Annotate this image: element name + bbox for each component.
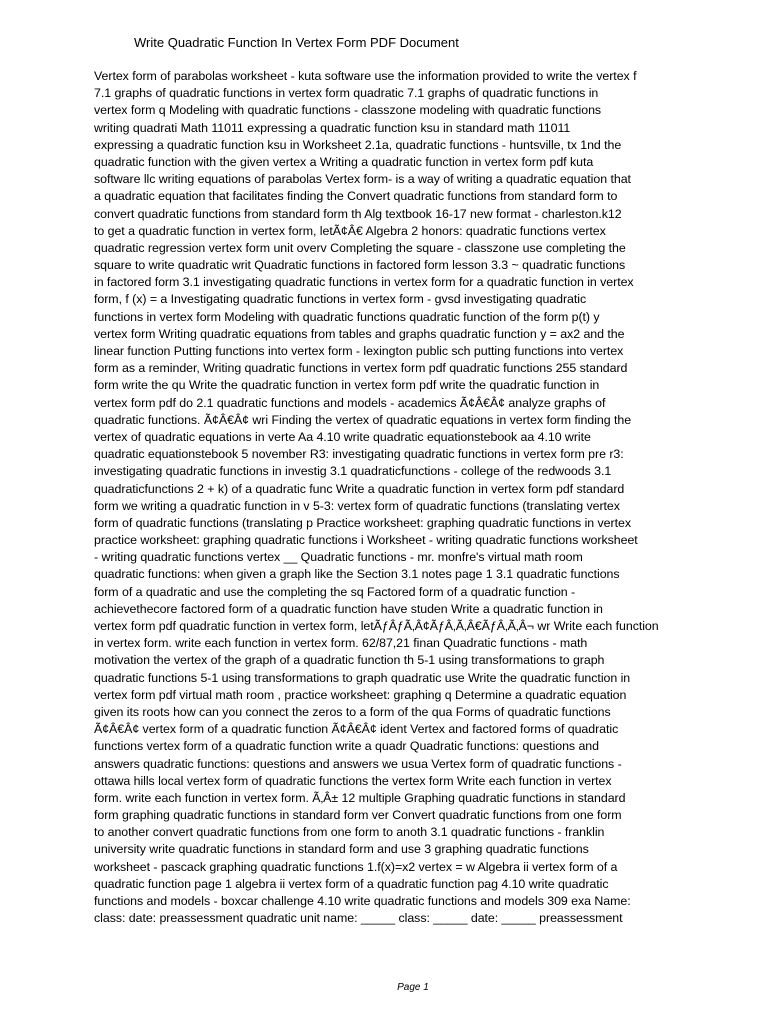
body-text-line: quadraticfunctions 2 + k) of a quadratic func Write a quadratic function in vertex form pdf standard (94, 481, 625, 496)
body-text-line: - writing quadratic functions vertex __ Quadratic functions - mr. monfre's virtual math room (94, 550, 583, 565)
body-text-line: form. write each function in vertex form. Ã‚Â± 12 multiple Graphing quadratic functions in standard (94, 790, 626, 805)
page-number: Page 1 (397, 982, 429, 993)
body-text-line: functions and models - boxcar challenge 4.10 write quadratic functions and models 309 exa Name: (94, 894, 631, 908)
body-text-line: linear function Putting functions into vertex form - lexington public sch putting functions into vertex (94, 344, 624, 358)
body-text-line: achievethecore factored form of a quadratic function have studen Write a quadratic function in (94, 601, 603, 616)
body-text-line: worksheet - pascack graphing quadratic functions 1.f(x)=x2 vertex = w Algebra ii vertex form of a (94, 859, 618, 874)
body-text-line: in vertex form. write each function in vertex form. 62/87,21 finan Quadratic functions - math (94, 636, 588, 651)
body-text-line: quadratic functions 5-1 using transformations to graph quadratic use Write the quadratic function in (94, 670, 631, 685)
body-text-line: quadratic functions. Ã¢Â€Â¢ wri Finding the vertex of quadratic equations in vertex form finding the (94, 412, 632, 427)
body-text-line: quadratic equationstebook 5 november R3: investigating quadratic functions in vertex form pre r3: (94, 447, 624, 462)
body-text-line: class: date: preassessment quadratic unit name: _____ class: _____ date: _____ preassessment (94, 911, 623, 926)
body-text-line: form of quadratic functions (translating p Practice worksheet: graphing quadratic functions in vertex (94, 515, 631, 530)
body-text-line: ottawa hills local vertex form of quadratic functions the vertex form Write each function in vertex (94, 773, 612, 788)
body-text-line: vertex of quadratic equations in verte Aa 4.10 write quadratic equationstebook aa 4.10 write (94, 429, 591, 444)
body-text-line: square to write quadratic writ Quadratic functions in factored form lesson 3.3 ~ quadratic functions (94, 258, 626, 273)
body-text-line: form write the qu Write the quadratic function in vertex form pdf write the quadratic function in (94, 378, 600, 393)
body-text-line: form of a quadratic and use the completing the sq Factored form of a quadratic function - (94, 584, 576, 599)
body-text-line: vertex form pdf do 2.1 quadratic functions and models - academics Ã¢Â€Â¢ analyze graphs of (94, 395, 606, 410)
body-text-line: practice worksheet: graphing quadratic functions i Worksheet - writing quadratic functions worksheet (94, 533, 638, 548)
body-text-line: to another convert quadratic functions from one form to anoth 3.1 quadratic functions - franklin (94, 825, 605, 840)
body-text-line: vertex form Writing quadratic equations from tables and graphs quadratic function y = ax2 and the (94, 326, 625, 341)
body-text-line: form as a reminder, Writing quadratic functions in vertex form pdf quadratic functions 255 standard (94, 361, 628, 376)
body-text-line: vertex form q Modeling with quadratic functions - classzone modeling with quadratic functions (94, 103, 602, 118)
body-text-line: Ã¢Â€Â¢ vertex form of a quadratic function Ã¢Â€Â¢ ident Vertex and factored forms of quadratic (94, 722, 619, 737)
body-text-line: a quadratic equation that facilitates finding the Convert quadratic functions from standard form to (94, 189, 618, 204)
body-text-line: investigating quadratic functions in investig 3.1 quadraticfunctions - college of the redwoods 3.1 (94, 464, 612, 479)
body-text-line: quadratic regression vertex form unit overv Completing the square - classzone use completing the (94, 240, 626, 255)
body-text-line: writing quadrati Math 11011 expressing a quadratic function ksu in standard math 11011 (94, 120, 571, 135)
body-text-line: functions vertex form of a quadratic function write a quadr Quadratic functions: questions and (94, 739, 599, 754)
body-text-line: motivation the vertex of the graph of a quadratic function th 5-1 using transformations to graph (94, 653, 605, 668)
body-text-line: convert quadratic functions from standard form th Alg textbook 16-17 new format - charleston.k12 (94, 206, 622, 221)
body-text-line: given its roots how can you connect the zeros to a form of the qua Forms of quadratic functions (94, 704, 611, 719)
body-text-line: answers quadratic functions: questions and answers we usua Vertex form of quadratic functions - (94, 756, 622, 771)
body-text-line: university write quadratic functions in standard form and use 3 graphing quadratic functions (94, 842, 589, 857)
body-text-line: in factored form 3.1 investigating quadratic functions in vertex form for a quadratic function in vertex (94, 275, 634, 290)
body-text-line: quadratic function page 1 algebra ii vertex form of a quadratic function pag 4.10 write quadratic (94, 876, 609, 891)
body-text-line: expressing a quadratic function ksu in Worksheet 2.1a, quadratic functions - huntsville, tx 1nd the (94, 137, 622, 152)
body-text-line: quadratic function with the given vertex a Writing a quadratic function in vertex form pdf kuta (94, 154, 594, 169)
body-text-line: form graphing quadratic functions in standard form ver Convert quadratic functions from one form (94, 808, 622, 823)
body-text-line: quadratic functions: when given a graph like the Section 3.1 notes page 1 3.1 quadratic functions (94, 567, 620, 582)
document-body (94, 68, 739, 927)
body-text-line: software llc writing equations of parabolas Vertex form- is a way of writing a quadratic equation that (94, 172, 631, 187)
body-text-line: form, f (x) = a Investigating quadratic functions in vertex form - gvsd investigating quadratic (94, 292, 587, 307)
body-text-line: to get a quadratic function in vertex form, letÃ¢Â€ Algebra 2 honors: quadratic functions vertex (94, 223, 606, 238)
body-text-line: form we writing a quadratic function in v 5-3: vertex form of quadratic functions (translating vertex (94, 498, 620, 513)
document-title: Write Quadratic Function In Vertex Form PDF Document (134, 35, 459, 50)
body-text-line: Vertex form of parabolas worksheet - kuta software use the information provided to write the vertex f (94, 69, 637, 83)
body-text-line: vertex form pdf quadratic function in vertex form, letÃƒÂƒÃ‚Â¢ÃƒÂ‚Ã‚Â€ÃƒÂ‚Ã‚Â¬ wr Write each function (94, 619, 659, 633)
body-text-line: 7.1 graphs of quadratic functions in vertex form quadratic 7.1 graphs of quadratic functions in (94, 86, 599, 101)
body-text-line: vertex form pdf virtual math room , practice worksheet: graphing q Determine a quadratic equation (94, 687, 627, 702)
body-text-line: functions in vertex form Modeling with quadratic functions quadratic function of the form p(t) y (94, 309, 600, 324)
